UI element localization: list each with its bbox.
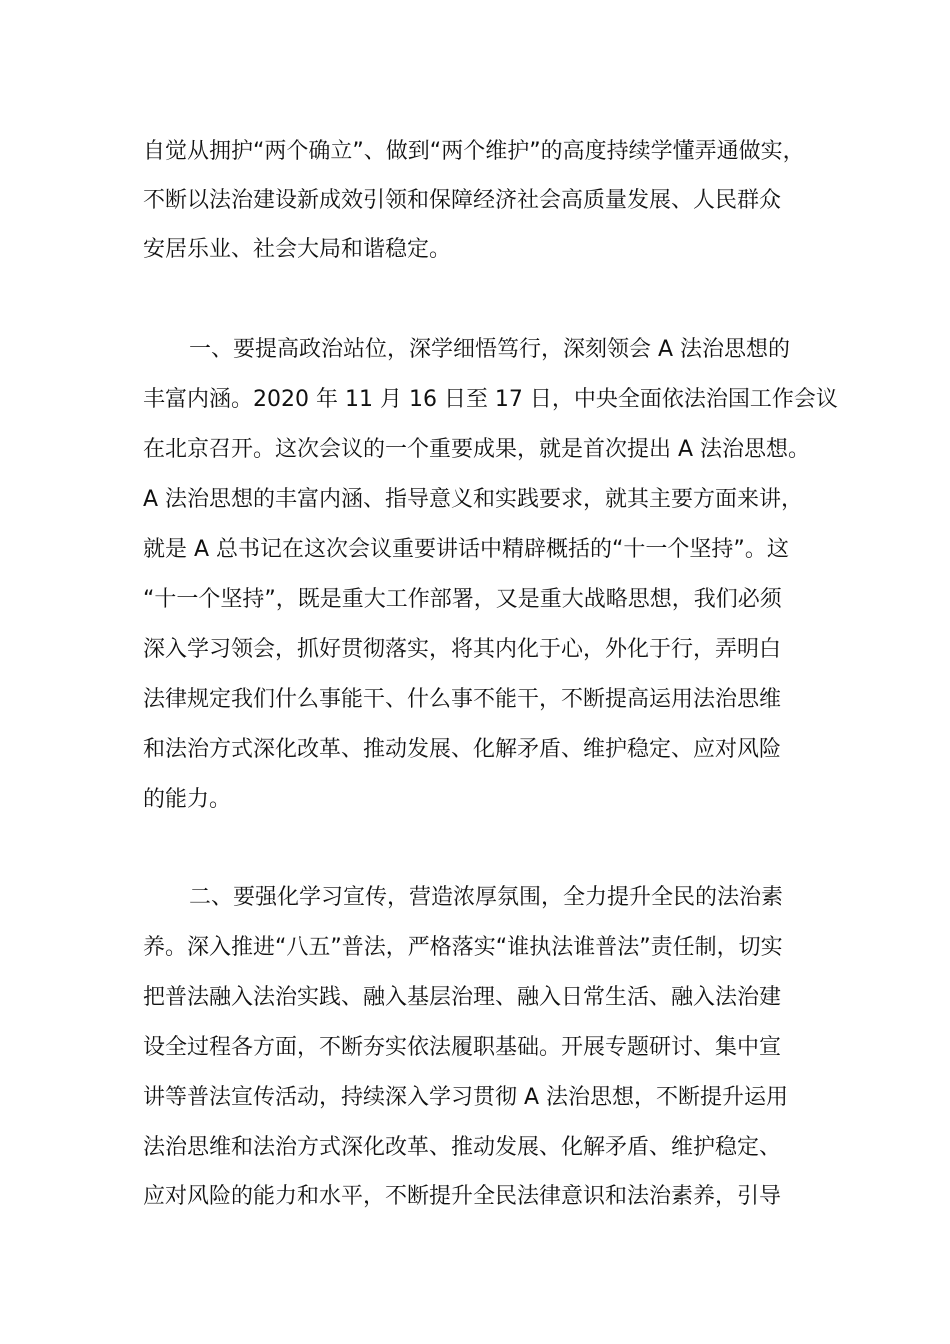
text-line: 法律规定我们什么事能干、什么事不能干，不断提高运用法治思维 [143, 687, 782, 712]
text-line: 养。深入推进“八五”普法，严格落实“谁执法谁普法”责任制，切实 [143, 935, 783, 960]
text-line: 把普法融入法治实践、融入基层治理、融入日常生活、融入法治建 [143, 985, 782, 1010]
text-line: 安居乐业、社会大局和谐稳定。 [143, 237, 452, 262]
text-line: 讲等普法宣传活动，持续深入学习贯彻 A 法治思想，不断提升运用 [143, 1085, 789, 1110]
text-line: A 法治思想的丰富内涵、指导意义和实践要求，就其主要方面来讲， [143, 487, 804, 512]
text-line: 深入学习领会，抓好贯彻落实，将其内化于心，外化于行，弄明白 [143, 637, 782, 662]
text-line: 不断以法治建设新成效引领和保障经济社会高质量发展、人民群众 [143, 188, 782, 213]
text-line: 二、要强化学习宣传，营造浓厚氛围，全力提升全民的法治素 [189, 885, 784, 910]
text-line: 就是 A 总书记在这次会议重要讲话中精辟概括的“十一个坚持”。这 [143, 537, 789, 562]
text-line: “十一个坚持”，既是重大工作部署，又是重大战略思想，我们必须 [143, 587, 782, 612]
text-line: 丰富内涵。2020 年 11 月 16 日至 17 日，中央全面依法治国工作会议 [143, 387, 838, 412]
text-line: 设全过程各方面，不断夯实依法履职基础。开展专题研讨、集中宣 [143, 1035, 782, 1060]
text-line: 应对风险的能力和水平，不断提升全民法律意识和法治素养，引导 [143, 1184, 782, 1209]
text-line: 自觉从拥护“两个确立”、做到“两个维护”的高度持续学懂弄通做实， [143, 139, 805, 164]
text-line: 法治思维和法治方式深化改革、推动发展、化解矛盾、维护稳定、 [143, 1135, 782, 1160]
text-line: 一、要提高政治站位，深学细悟笃行，深刻领会 A 法治思想的 [189, 337, 791, 362]
text-line: 在北京召开。这次会议的一个重要成果，就是首次提出 A 法治思想。 [143, 437, 811, 462]
text-line: 和法治方式深化改革、推动发展、化解矛盾、维护稳定、应对风险 [143, 737, 782, 762]
text-line: 的能力。 [143, 787, 232, 812]
